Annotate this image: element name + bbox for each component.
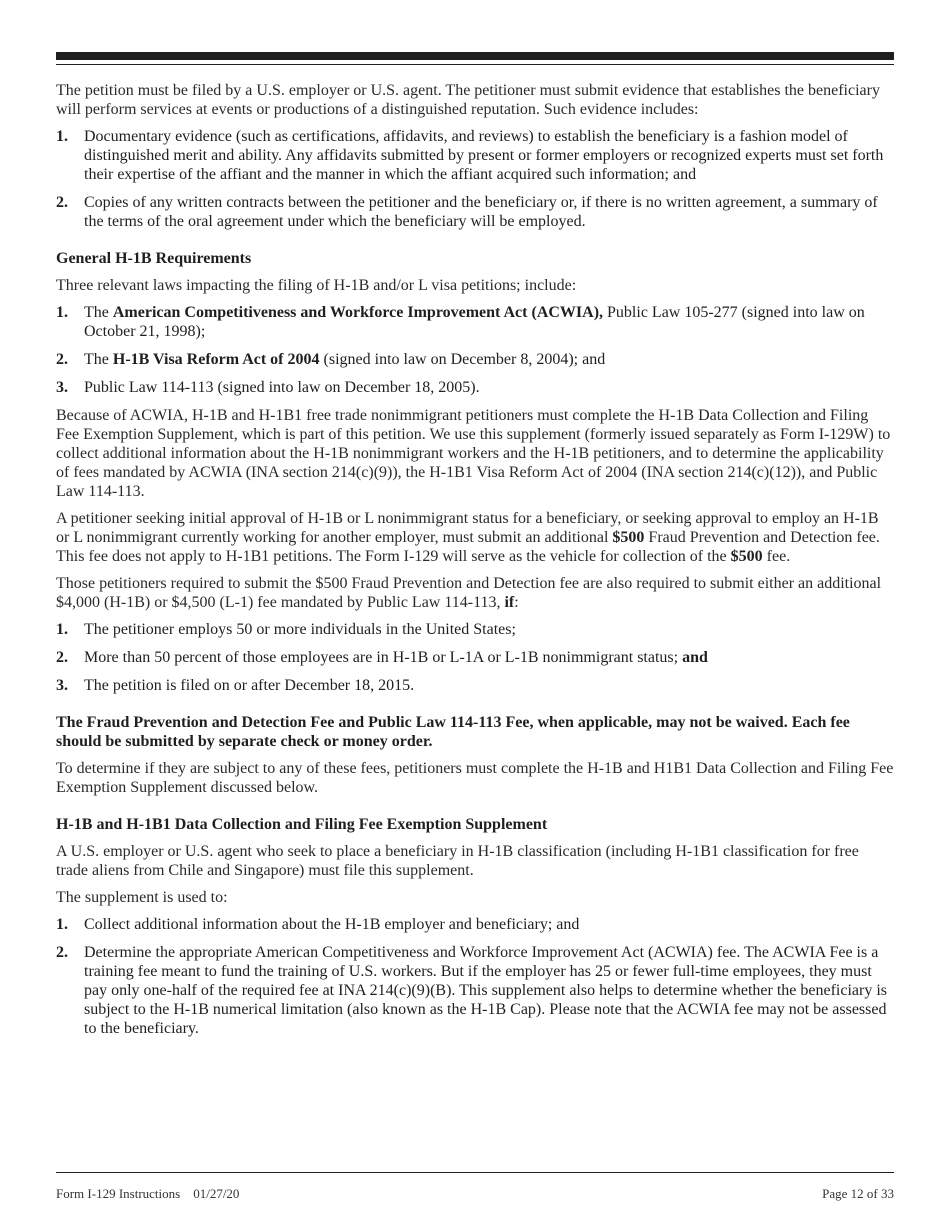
- text-run: Fraud Prevention and Detection fee. This fee does not apply to H-1B1 petitions. The Form I-129 will serve as the vehicle for collection of the: [56, 529, 880, 565]
- conditions-list: [56, 620, 894, 695]
- page-number: Page 12 of 33: [822, 1186, 894, 1201]
- list-item: [56, 378, 894, 397]
- determine-paragraph: To determine if they are subject to any of these fees, petitioners must complete the H-1B and H1B1 Data Collection and Filing Fee Exemption Supplement discussed below.: [56, 760, 894, 796]
- emphasis: and: [682, 649, 708, 666]
- list-item-text: The petitioner employs 50 or more individuals in the United States;: [84, 621, 516, 638]
- law-post: Public Law 105-277 (signed into law on October 21, 1998);: [84, 304, 865, 340]
- footer-rule: [56, 1172, 894, 1173]
- form-identifier: Form I-129 Instructions 01/27/20: [56, 1186, 240, 1201]
- list-item: [56, 620, 894, 639]
- text-run: Those petitioners required to submit the $500 Fraud Prevention and Detection fee are also required to submit either an additional $4,000 (H-1B) or $4,500 (L-1) fee mandated by Public Law 114-113,: [56, 575, 882, 611]
- general-requirements-heading: General H-1B Requirements: [56, 250, 252, 267]
- acwia-paragraph: Because of ACWIA, H-1B and H-1B1 free trade nonimmigrant petitioners must complete the H-1B Data Collection and Filing Fee Exemption Supplement, which is part of this petition. We use this supplement (formerly issued separately as Form I-129W) to collect additional information about the H-1B nonimmigrant workers and the H-1B petitioners, and to determine the applicability of fees mandated by ACWIA (INA section 214(c)(9)), the H-1B1 Visa Reform Act of 2004 (INA section 214(c)(12)), and Public Law 114-113.: [56, 407, 891, 500]
- law-name: American Competitiveness and Workforce Improvement Act (ACWIA),: [112, 304, 604, 321]
- list-item-text: Public Law 114-113 (signed into law on December 18, 2005).: [84, 379, 480, 396]
- supplement-uses-intro: The supplement is used to:: [56, 889, 228, 906]
- laws-list: [56, 303, 894, 397]
- text-run: fee.: [762, 548, 791, 565]
- list-item: [56, 943, 894, 1038]
- list-item-text: Collect additional information about the H-1B employer and beneficiary; and: [84, 916, 580, 933]
- list-number: 1.: [56, 128, 68, 145]
- fee-amount: $500: [730, 548, 763, 565]
- list-number: 2.: [56, 944, 68, 961]
- intro-paragraph: The petition must be filed by a U.S. employer or U.S. agent. The petitioner must submit evidence that establishes the beneficiary will perform services at events or productions of a distinguished reputation. Such evidence includes:: [56, 82, 880, 118]
- fee-amount: $500: [612, 529, 645, 546]
- laws-intro: Three relevant laws impacting the filing of H-1B and/or L visa petitions; include:: [56, 277, 577, 294]
- header-rule-thin: [56, 64, 894, 65]
- list-number: 3.: [56, 677, 68, 694]
- list-item: [56, 193, 894, 231]
- emphasis: if: [504, 594, 515, 611]
- supplement-paragraph: A U.S. employer or U.S. agent who seek to place a beneficiary in H-1B classification (including H-1B1 classification for free trade aliens from Chile and Singapore) must file this supplement.: [56, 843, 859, 879]
- list-number: 1.: [56, 621, 68, 638]
- law-pre: The: [84, 351, 113, 368]
- list-item-text: Copies of any written contracts between the petitioner and the beneficiary or, if there is no written agreement, a summary of the terms of the oral agreement under which the beneficiary will be employed.: [84, 194, 878, 230]
- list-item-text: Determine the appropriate American Competitiveness and Workforce Improvement Act (ACWIA) fee. The ACWIA Fee is a training fee meant to fund the training of U.S. workers. But if the employer has 25 or fewer full-time employees, they must pay only one-half of the required fee at INA 214(c)(9)(B). This supplement also helps to determine whether the beneficiary is subject to the H-1B numerical limitation (also known as the H-1B Cap). Please note that the ACWIA fee may not be assessed to the beneficiary.: [84, 944, 887, 1037]
- list-number: 1.: [56, 304, 68, 321]
- list-number: 3.: [56, 379, 68, 396]
- additional-fee-paragraph: [56, 574, 894, 612]
- list-item: [56, 648, 894, 667]
- text-run: A petitioner seeking initial approval of H-1B or L nonimmigrant status for a beneficiary, or seeking approval to employ an H-1B or L nonimmigrant currently working for another employer, must submit an additional: [56, 510, 879, 546]
- list-item-text: The petition is filed on or after December 18, 2015.: [84, 677, 415, 694]
- list-number: 1.: [56, 916, 68, 933]
- text-run: :: [514, 594, 519, 611]
- list-number: 2.: [56, 194, 68, 211]
- law-name: H-1B Visa Reform Act of 2004: [112, 351, 320, 368]
- list-item: [56, 915, 894, 934]
- evidence-list: [56, 127, 894, 231]
- list-item: [56, 350, 894, 369]
- header-rule-thick: [56, 52, 894, 60]
- supplement-heading: H-1B and H-1B1 Data Collection and Filing Fee Exemption Supplement: [56, 816, 548, 833]
- list-item-text: More than 50 percent of those employees are in H-1B or L-1A or L-1B nonimmigrant status;: [84, 649, 683, 666]
- list-number: 2.: [56, 649, 68, 666]
- page-content: [56, 81, 894, 1047]
- list-item: [56, 303, 894, 341]
- list-number: 2.: [56, 351, 68, 368]
- supplement-uses-list: [56, 915, 894, 1038]
- list-item: [56, 127, 894, 184]
- list-item-text: Documentary evidence (such as certifications, affidavits, and reviews) to establish the beneficiary is a fashion model of distinguished merit and ability. Any affidavits submitted by present or former employers or recognized experts must set forth their expertise of the affiant and the manner in which the affiant acquired such information; and: [84, 128, 884, 183]
- law-post: (signed into law on December 8, 2004); and: [319, 351, 606, 368]
- law-pre: The: [84, 304, 113, 321]
- waiver-note: The Fraud Prevention and Detection Fee and Public Law 114-113 Fee, when applicable, may not be waived. Each fee should be submitted by separate check or money order.: [56, 714, 850, 750]
- fraud-fee-paragraph: [56, 509, 894, 566]
- list-item: [56, 676, 894, 695]
